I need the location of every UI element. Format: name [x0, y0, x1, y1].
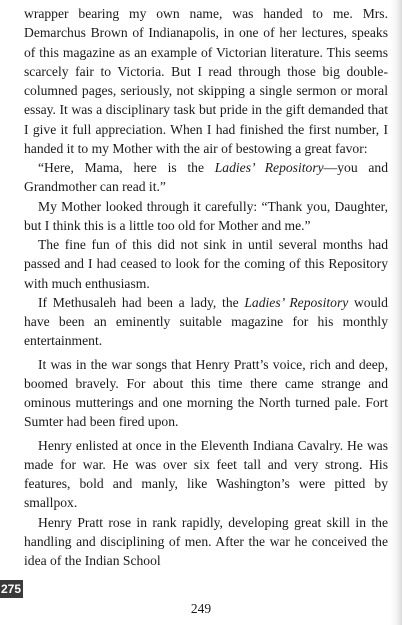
paragraph: [24, 436, 388, 513]
paragraph: [24, 293, 388, 351]
paragraph: [24, 355, 388, 432]
paragraph: [24, 158, 388, 197]
text-run: —you and Grandmother can read it.”: [24, 160, 389, 195]
italic-text: Ladies’ Repository: [244, 294, 349, 310]
text-run: “Here, Mama, here is the: [38, 160, 215, 175]
italic-text: Ladies’ Repository: [214, 160, 324, 175]
body-text: [24, 4, 388, 570]
text-run: If Methusaleh had been a lady, the: [38, 294, 245, 310]
text-run: It was in the war songs that Henry Pratt’s voice, rich and deep, boomed bravely. For about this time there came strange and ominous mutterings and one morning the North turned pale. Fort Sumter had been fired upon.: [24, 356, 388, 430]
text-run: My Mother looked through it carefully: “Thank you, Daughter, but I think this is a little too old for Mother and me.”: [24, 198, 388, 233]
page-number: 249: [190, 601, 212, 616]
paragraph: [24, 4, 388, 158]
paragraph: [24, 197, 388, 236]
text-run: Henry Pratt rose in rank rapidly, developing great skill in the handling and disciplining of men. After the war he conceived the idea of the Indian School: [24, 514, 388, 568]
text-run: Henry enlisted at once in the Eleventh Indiana Cavalry. He was made for war. He was over six feet tall and very strong. His features, bold and manly, like Washington’s were pitted by smallpox.: [24, 437, 388, 511]
text-run: The fine fun of this did not sink in until several months had passed and I had ceased to look for the coming of this Repository with much enthusiasm.: [24, 237, 388, 291]
text-run: wrapper bearing my own name, was handed to me. Mrs. Demarchus Brown of Indianapolis, in one of her lectures, speaks of this magazine as an example of Victorian literature. This seems scarcely fair to Victoria. But I read through those big double-columned pages, seriously, not skipping a single sermon or moral essay. It was a disciplinary task but pride in the gift demanded that I give it full appreciation. When I had finished the first number, I handed it to my Mother with the air of bestowing a great favor:: [24, 6, 388, 156]
text-run: would have been an eminently suitable magazine for his monthly entertainment.: [24, 294, 388, 349]
side-page-badge: 275: [1, 582, 22, 596]
paragraph: [24, 235, 388, 293]
paragraph: [24, 513, 388, 571]
page-edge-shadow: [390, 0, 402, 625]
